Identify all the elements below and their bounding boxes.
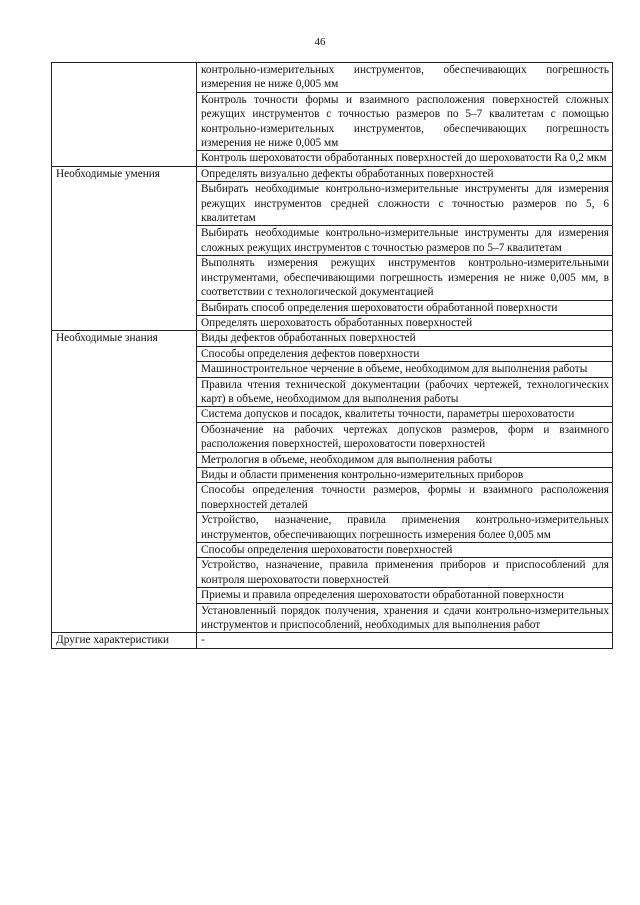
requirement-cell: Выбирать способ определения шероховатости обработанной поверхности — [197, 300, 613, 315]
section-label — [52, 63, 197, 167]
requirement-cell: Определять визуально дефекты обработанных поверхностей — [197, 166, 613, 181]
table-row — [52, 63, 613, 93]
table-body — [52, 63, 613, 649]
section-label: Необходимые знания — [52, 331, 197, 633]
requirement-cell: Машиностроительное черчение в объеме, необходимом для выполнения работы — [197, 362, 613, 377]
requirement-cell: контрольно-измерительных инструментов, обеспечивающих погрешность измерения не ниже 0,005 мм — [197, 63, 613, 93]
requirement-cell: Контроль точности формы и взаимного расположения поверхностей сложных режущих инструментов с точностью размеров по 5–7 квалитетам с помощью контрольно-измерительных инструментов, обеспечивающих погрешность измерения не ниже 0,005 мм — [197, 92, 613, 151]
requirement-cell: Метрология в объеме, необходимом для выполнения работы — [197, 452, 613, 467]
requirement-cell: Обозначение на рабочих чертежах допусков размеров, форм и взаимного расположения поверхностей, шероховатости поверхностей — [197, 422, 613, 452]
requirement-cell: Выбирать необходимые контрольно-измерительные инструменты для измерения сложных режущих инструментов с точностью размеров по 5–7 квалитетам — [197, 226, 613, 256]
requirement-cell: Правила чтения технической документации (рабочих чертежей, технологических карт) в объеме, необходимом для выполнения работы — [197, 377, 613, 407]
requirement-cell: Устройство, назначение, правила применения контрольно-измерительных инструментов, обеспечивающих погрешность измерения более 0,005 мм — [197, 513, 613, 543]
requirement-cell: Способы определения шероховатости поверхностей — [197, 543, 613, 558]
section-label: Другие характеристики — [52, 633, 197, 648]
requirement-cell: - — [197, 633, 613, 648]
requirement-cell: Выполнять измерения режущих инструментов контрольно-измерительными инструментами, обеспечивающими погрешность измерения не ниже 0,005 мм, в соответствии с технологической документацией — [197, 256, 613, 300]
requirements-table — [51, 62, 613, 649]
requirement-cell: Виды и области применения контрольно-измерительных приборов — [197, 467, 613, 482]
page-number: 46 — [314, 36, 326, 48]
requirement-cell: Способы определения дефектов поверхности — [197, 346, 613, 361]
requirement-cell: Приемы и правила определения шероховатости обработанной поверхности — [197, 588, 613, 603]
requirement-cell: Способы определения точности размеров, формы и взаимного расположения поверхностей деталей — [197, 483, 613, 513]
section-label: Необходимые умения — [52, 166, 197, 330]
requirement-cell: Устройство, назначение, правила применения приборов и приспособлений для контроля шероховатости поверхностей — [197, 558, 613, 588]
requirement-cell: Виды дефектов обработанных поверхностей — [197, 331, 613, 346]
requirement-cell: Установленный порядок получения, хранения и сдачи контрольно-измерительных инструментов и приспособлений, необходимых для выполнения работ — [197, 603, 613, 633]
table-row — [52, 331, 613, 346]
requirement-cell: Система допусков и посадок, квалитеты точности, параметры шероховатости — [197, 407, 613, 422]
table-row — [52, 633, 613, 648]
requirement-cell: Контроль шероховатости обработанных поверхностей до шероховатости Ra 0,2 мкм — [197, 151, 613, 166]
requirement-cell: Выбирать необходимые контрольно-измерительные инструменты для измерения режущих инструментов средней сложности с точностью размеров по 5, 6 квалитетам — [197, 182, 613, 226]
table-row — [52, 166, 613, 181]
requirement-cell: Определять шероховатость обработанных поверхностей — [197, 315, 613, 330]
